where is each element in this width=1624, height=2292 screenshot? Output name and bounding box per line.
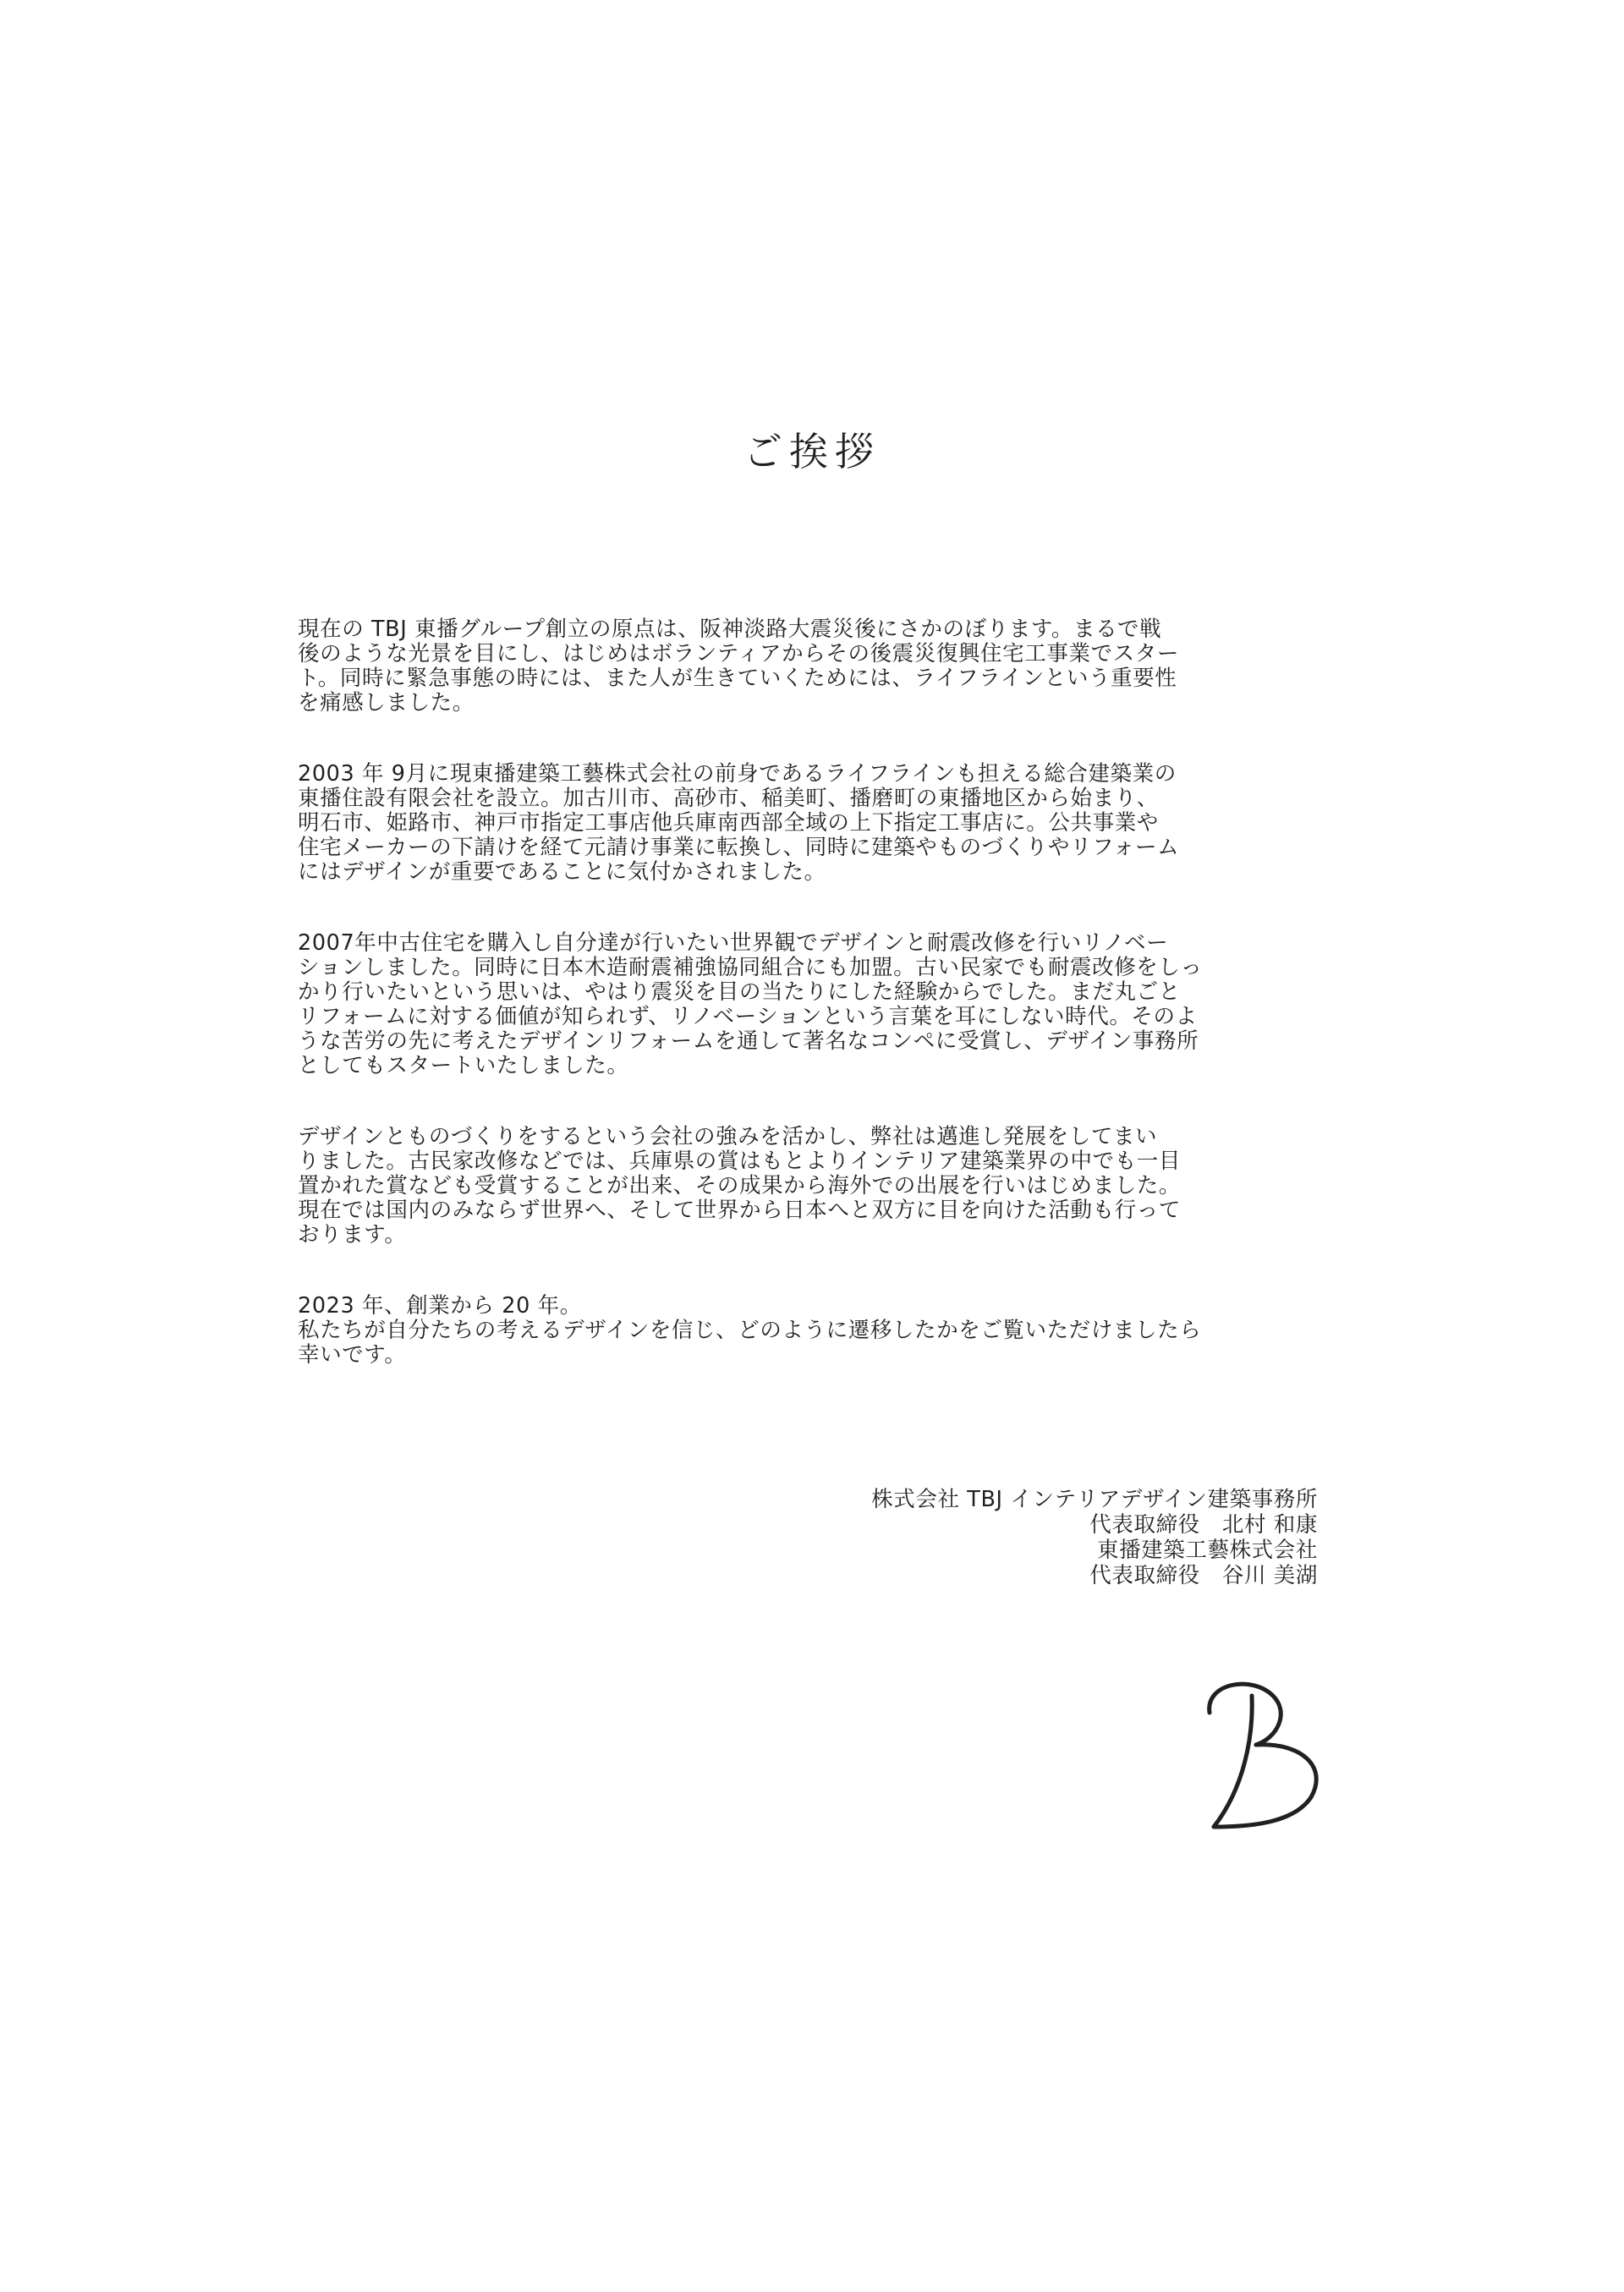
paragraph-line: ションしました。同時に日本木造耐震補強協同組合にも加盟。古い民家でも耐震改修をしっ <box>298 955 1203 980</box>
signature-company-tbj: 株式会社 TBJ インテリアデザイン建築事務所 <box>871 1487 1318 1512</box>
page-title: ご挨拶 <box>743 429 881 474</box>
paragraph-line: 2003 年 9月に現東播建築工藝株式会社の前身であるライフラインも担える総合建築業の <box>298 761 1177 787</box>
paragraph-renovation <box>298 931 1317 1078</box>
paragraph-anniversary <box>298 1294 1317 1368</box>
paragraph-line: デザインとものづくりをするという会社の強みを活かし、弊社は邁進し発展をしてまい <box>298 1124 1158 1149</box>
paragraph-line: おります。 <box>298 1222 407 1247</box>
paragraph-line: 2023 年、創業から 20 年。 <box>298 1293 582 1319</box>
logo-bottom-loop <box>1214 1745 1316 1827</box>
logo-top-stroke <box>1210 1684 1281 1745</box>
paragraph-line: リフォームに対する価値が知られず、リノベーションという言葉を耳にしない時代。そのよ <box>298 1004 1198 1029</box>
paragraph-line: 私たちが自分たちの考えるデザインを信じ、どのように遷移したかをご覧いただけましたら <box>298 1318 1202 1343</box>
signature-representative-kitamura: 代表取締役 北村 和康 <box>1089 1512 1318 1538</box>
logo-stem-stroke <box>1214 1696 1252 1827</box>
paragraph-origin <box>298 617 1317 716</box>
paragraph-line: ト。同時に緊急事態の時には、また人が生きていくためには、ライフラインという重要性 <box>298 666 1177 691</box>
paragraph-line: 2007年中古住宅を購入し自分達が行いたい世界観でデザインと耐震改修を行いリノベー <box>298 930 1169 956</box>
signature-representative-tanigawa: 代表取締役 谷川 美湖 <box>1089 1563 1318 1588</box>
greeting-body <box>298 617 1317 1414</box>
paragraph-line: 置かれた賞なども受賞することが出来、その成果から海外での出展を行いはじめました。 <box>298 1173 1182 1198</box>
paragraph-line: うな苦労の先に考えたデザインリフォームを通して著名なコンペに受賞し、デザイン事務所 <box>298 1028 1199 1054</box>
paragraph-line: りました。古民家改修などでは、兵庫県の賞はもとよりインテリア建築業界の中でも一目 <box>298 1149 1182 1174</box>
paragraph-line: かり行いたいという思いは、やはり震災を目の当たりにした経験からでした。まだ丸ごと <box>298 979 1181 1005</box>
paragraph-line: としてもスタートいたしました。 <box>298 1053 629 1078</box>
signature-block <box>871 1487 1318 1588</box>
paragraph-development <box>298 1125 1317 1247</box>
paragraph-line: 住宅メーカーの下請けを経て元請け事業に転換し、同時に建築やものづくりやリフォーム <box>298 835 1180 860</box>
paragraph-line: 明石市、姫路市、神戸市指定工事店他兵庫南西部全域の上下指定工事店に。公共事業や <box>298 810 1159 836</box>
paragraph-founding <box>298 762 1317 885</box>
paragraph-line: 幸いです。 <box>298 1342 407 1368</box>
paragraph-line: 後のような光景を目にし、はじめはボランティアからその後震災復興住宅工事業でスター <box>298 641 1179 666</box>
paragraph-line: 現在では国内のみならず世界へ、そして世界から日本へと双方に目を向けた活動も行って <box>298 1198 1182 1223</box>
signature-company-tohban: 東播建築工藝株式会社 <box>1096 1538 1318 1563</box>
paragraph-line: にはデザインが重要であることに気付かされました。 <box>298 859 826 885</box>
paragraph-line: を痛感しました。 <box>298 690 475 716</box>
b-monogram-logo-icon <box>1193 1662 1328 1831</box>
paragraph-line: 現在の TBJ 東播グループ創立の原点は、阪神淡路大震災後にさかのぼります。まるで戦 <box>298 617 1162 642</box>
paragraph-line: 東播住設有限会社を設立。加古川市、高砂市、稲美町、播磨町の東播地区から始まり、 <box>298 786 1159 811</box>
